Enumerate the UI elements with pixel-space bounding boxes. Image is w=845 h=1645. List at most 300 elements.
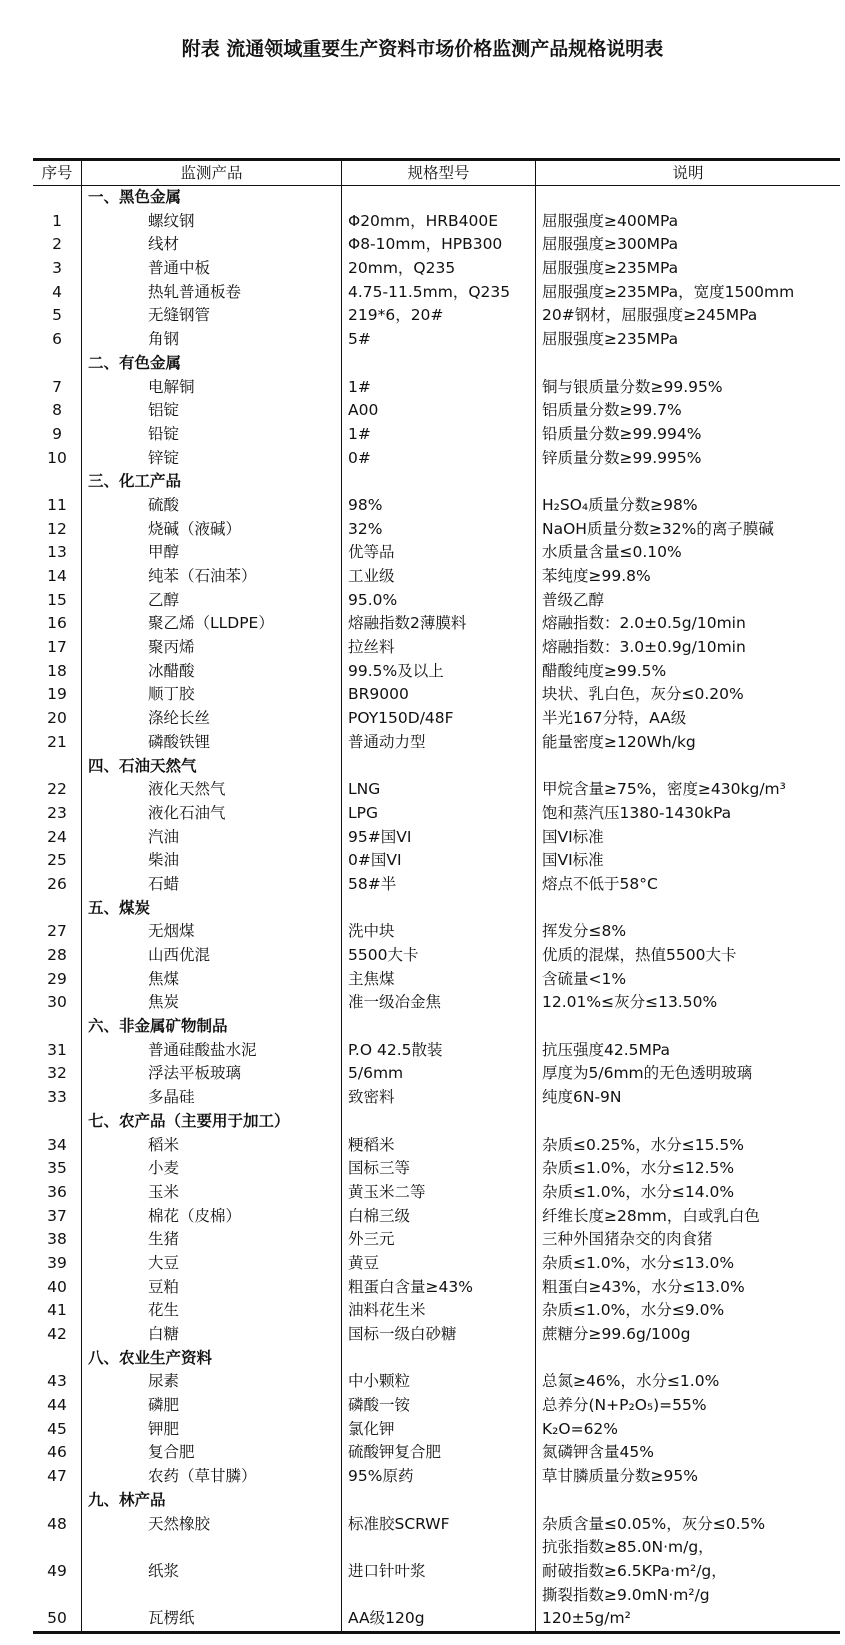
- index-cell: [33, 186, 82, 210]
- table-row: [33, 1441, 840, 1465]
- product-name: 线材: [82, 233, 342, 257]
- category-label: 二、有色金属: [82, 352, 342, 376]
- description-cell: 醋酸纯度≥99.5%: [542, 661, 667, 680]
- product-name: 电解铜: [82, 376, 342, 400]
- table-row: [33, 660, 840, 684]
- spec-table: [33, 158, 840, 1634]
- product-name: 无缝钢管: [82, 304, 342, 328]
- table-row: [33, 494, 840, 518]
- index-cell: 17: [33, 636, 82, 660]
- spec-cell: 国标一级白砂糖: [342, 1323, 536, 1347]
- description-cell: 粗蛋白≥43%，水分≤13.0%: [542, 1277, 745, 1296]
- spec-cell: 工业级: [342, 565, 536, 589]
- description-cell: [536, 755, 840, 779]
- category-row: [33, 186, 840, 210]
- description-cell: 铅质量分数≥99.994%: [542, 424, 702, 443]
- spec-cell: 白棉三级: [342, 1205, 536, 1229]
- product-name: 锌锭: [82, 447, 342, 471]
- spec-cell: [342, 186, 536, 210]
- index-cell: 3: [33, 257, 82, 281]
- description-cell: 铝质量分数≥99.7%: [542, 401, 682, 420]
- table-row: [33, 1513, 840, 1537]
- product-name: 磷酸铁锂: [82, 731, 342, 755]
- index-cell: 2: [33, 233, 82, 257]
- spec-cell: 标准胶SCRWF: [342, 1513, 536, 1537]
- category-row: [33, 1015, 840, 1039]
- spec-cell: LPG: [342, 802, 536, 826]
- spec-cell: [342, 1584, 536, 1608]
- index-cell: 19: [33, 683, 82, 707]
- spec-cell: 5/6mm: [342, 1062, 536, 1086]
- description-cell: 普级乙醇: [542, 590, 605, 609]
- description-cell: 抗张指数≥85.0N·m/g，: [542, 1538, 714, 1557]
- description-cell: 甲烷含量≥75%，密度≥430kg/m³: [542, 780, 786, 799]
- index-cell: [33, 470, 82, 494]
- table-row: [33, 518, 840, 542]
- category-label: 四、石油天然气: [82, 755, 342, 779]
- index-cell: 47: [33, 1465, 82, 1489]
- table-row: [33, 233, 840, 257]
- description-cell: NaOH质量分数≥32%的离子膜碱: [542, 519, 774, 538]
- index-cell: 10: [33, 447, 82, 471]
- index-cell: 1: [33, 210, 82, 234]
- index-cell: 38: [33, 1228, 82, 1252]
- description-cell: [536, 470, 840, 494]
- spec-cell: 优等品: [342, 541, 536, 565]
- table-row: [33, 1418, 840, 1442]
- description-cell: K₂O=62%: [542, 1419, 619, 1438]
- table-row: [33, 991, 840, 1015]
- table-row: [33, 1299, 840, 1323]
- table-row: [33, 920, 840, 944]
- table-row: [33, 826, 840, 850]
- table-row: [33, 304, 840, 328]
- header-description: 说明: [672, 164, 704, 182]
- spec-cell: 95.0%: [342, 589, 536, 613]
- index-cell: 33: [33, 1086, 82, 1110]
- header-spec: 规格型号: [342, 161, 536, 185]
- spec-cell: 1#: [342, 376, 536, 400]
- spec-cell: 主焦煤: [342, 968, 536, 992]
- spec-cell: 黄豆: [342, 1252, 536, 1276]
- spec-cell: 磷酸一铵: [342, 1394, 536, 1418]
- index-cell: 9: [33, 423, 82, 447]
- category-row: [33, 1110, 840, 1134]
- description-cell: 优质的混煤，热值5500大卡: [542, 946, 737, 964]
- product-name: 烧碱（液碱）: [82, 518, 342, 542]
- header-product: 监测产品: [82, 161, 342, 185]
- spec-cell: 20mm，Q235: [342, 257, 536, 281]
- description-cell: 120±5g/m²: [542, 1609, 631, 1628]
- product-name: 焦煤: [82, 968, 342, 992]
- table-row: [33, 1560, 840, 1584]
- index-cell: 44: [33, 1394, 82, 1418]
- table-row: [33, 612, 840, 636]
- index-cell: 31: [33, 1039, 82, 1063]
- spec-cell: 洗中块: [342, 920, 536, 944]
- product-name: 聚乙烯（LLDPE）: [82, 612, 342, 636]
- index-cell: [33, 1584, 82, 1608]
- spec-cell: 95#国VI: [342, 826, 536, 850]
- table-row: [33, 376, 840, 400]
- spec-cell: [342, 1015, 536, 1039]
- description-cell: 能量密度≥120Wh/kg: [542, 732, 696, 751]
- index-cell: 8: [33, 399, 82, 423]
- description-cell: 块状、乳白色，灰分≤0.20%: [542, 685, 744, 704]
- table-row: [33, 257, 840, 281]
- index-cell: [33, 1015, 82, 1039]
- spec-cell: 粗蛋白含量≥43%: [342, 1276, 536, 1300]
- table-row: [33, 565, 840, 589]
- product-name: 小麦: [82, 1157, 342, 1181]
- table-row: [33, 802, 840, 826]
- description-cell: 20#钢材，屈服强度≥245MPa: [542, 306, 758, 325]
- table-row: [33, 1062, 840, 1086]
- product-name: 天然橡胶: [82, 1513, 342, 1537]
- table-row: [33, 683, 840, 707]
- table-row: [33, 399, 840, 423]
- index-cell: 26: [33, 873, 82, 897]
- category-row: [33, 1347, 840, 1371]
- header-index: 序号: [33, 161, 82, 185]
- index-cell: 13: [33, 541, 82, 565]
- category-row: [33, 755, 840, 779]
- description-cell: 苯纯度≥99.8%: [542, 567, 651, 585]
- index-cell: 23: [33, 802, 82, 826]
- index-cell: 25: [33, 849, 82, 873]
- description-cell: 杂质≤1.0%，水分≤13.0%: [542, 1253, 735, 1272]
- table-row: [33, 1205, 840, 1229]
- spec-cell: 99.5%及以上: [342, 660, 536, 684]
- product-name: 焦炭: [82, 991, 342, 1015]
- product-name: 无烟煤: [82, 920, 342, 944]
- table-row: [33, 1181, 840, 1205]
- table-row: [33, 968, 840, 992]
- index-cell: 45: [33, 1418, 82, 1442]
- product-name: [82, 1584, 342, 1608]
- spec-cell: [342, 897, 536, 921]
- index-cell: 14: [33, 565, 82, 589]
- index-cell: [33, 755, 82, 779]
- description-cell: H₂SO₄质量分数≥98%: [542, 495, 698, 514]
- table-row: [33, 1584, 840, 1608]
- description-cell: 蔗糖分≥99.6g/100g: [542, 1325, 691, 1343]
- description-cell: 抗压强度42.5MPa: [542, 1040, 671, 1059]
- index-cell: 43: [33, 1370, 82, 1394]
- category-label: 三、化工产品: [82, 470, 342, 494]
- table-row: [33, 1465, 840, 1489]
- product-name: 石蜡: [82, 873, 342, 897]
- category-label: 五、煤炭: [82, 897, 342, 921]
- description-cell: [536, 1347, 840, 1371]
- table-row: [33, 1607, 840, 1631]
- spec-cell: 硫酸钾复合肥: [342, 1441, 536, 1465]
- index-cell: 42: [33, 1323, 82, 1347]
- description-cell: [536, 352, 840, 376]
- product-name: 冰醋酸: [82, 660, 342, 684]
- spec-cell: 黄玉米二等: [342, 1181, 536, 1205]
- product-name: 磷肥: [82, 1394, 342, 1418]
- product-name: 纯苯（石油苯）: [82, 565, 342, 589]
- index-cell: 7: [33, 376, 82, 400]
- table-row: [33, 1536, 840, 1560]
- spec-cell: [342, 755, 536, 779]
- table-row: [33, 281, 840, 305]
- index-cell: [33, 1536, 82, 1560]
- table-row: [33, 849, 840, 873]
- table-row: [33, 210, 840, 234]
- spec-cell: AA级120g: [342, 1607, 536, 1631]
- product-name: 甲醇: [82, 541, 342, 565]
- product-name: 普通中板: [82, 257, 342, 281]
- product-name: 铝锭: [82, 399, 342, 423]
- description-cell: 锌质量分数≥99.995%: [542, 448, 702, 467]
- description-cell: 熔点不低于58°C: [542, 874, 658, 893]
- spec-cell: 普通动力型: [342, 731, 536, 755]
- index-cell: 22: [33, 778, 82, 802]
- product-name: 棉花（皮棉）: [82, 1205, 342, 1229]
- description-cell: 撕裂指数≥9.0mN·m²/g: [542, 1585, 710, 1604]
- index-cell: 5: [33, 304, 82, 328]
- table-row: [33, 944, 840, 968]
- product-name: 玉米: [82, 1181, 342, 1205]
- spec-cell: 进口针叶浆: [342, 1560, 536, 1584]
- index-cell: 16: [33, 612, 82, 636]
- table-row: [33, 1394, 840, 1418]
- description-cell: 总养分(N+P₂O₅)=55%: [542, 1396, 707, 1415]
- description-cell: 国VI标准: [542, 827, 604, 846]
- spec-cell: [342, 1536, 536, 1560]
- spec-cell: 95%原药: [342, 1465, 536, 1489]
- index-cell: 15: [33, 589, 82, 613]
- category-label: 九、林产品: [82, 1489, 342, 1513]
- index-cell: 32: [33, 1062, 82, 1086]
- spec-cell: P.O 42.5散装: [342, 1039, 536, 1063]
- spec-cell: [342, 1110, 536, 1134]
- index-cell: 37: [33, 1205, 82, 1229]
- spec-cell: 粳稻米: [342, 1134, 536, 1158]
- index-cell: [33, 352, 82, 376]
- spec-cell: [342, 470, 536, 494]
- table-row: [33, 1134, 840, 1158]
- category-row: [33, 897, 840, 921]
- index-cell: 29: [33, 968, 82, 992]
- category-row: [33, 1489, 840, 1513]
- product-name: 钾肥: [82, 1418, 342, 1442]
- spec-cell: 熔融指数2薄膜料: [342, 612, 536, 636]
- spec-cell: [342, 352, 536, 376]
- description-cell: 国VI标准: [542, 851, 604, 870]
- table-row: [33, 447, 840, 471]
- product-name: 多晶硅: [82, 1086, 342, 1110]
- description-cell: [536, 1489, 840, 1513]
- table-row: [33, 1039, 840, 1063]
- spec-cell: 58#半: [342, 873, 536, 897]
- table-row: [33, 636, 840, 660]
- description-cell: 屈服强度≥235MPa: [542, 259, 679, 278]
- index-cell: 48: [33, 1513, 82, 1537]
- spec-cell: Φ20mm，HRB400E: [342, 210, 536, 234]
- category-row: [33, 352, 840, 376]
- description-cell: 铜与银质量分数≥99.95%: [542, 377, 723, 396]
- index-cell: 46: [33, 1441, 82, 1465]
- product-name: 涤纶长丝: [82, 707, 342, 731]
- description-cell: 挥发分≤8%: [542, 922, 627, 941]
- product-name: 聚丙烯: [82, 636, 342, 660]
- spec-cell: 准一级冶金焦: [342, 991, 536, 1015]
- table-row: [33, 1252, 840, 1276]
- product-name: 硫酸: [82, 494, 342, 518]
- description-cell: [536, 1110, 840, 1134]
- description-cell: 水质量含量≤0.10%: [542, 543, 682, 562]
- description-cell: 杂质≤0.25%，水分≤15.5%: [542, 1135, 744, 1154]
- index-cell: 40: [33, 1276, 82, 1300]
- product-name: 液化天然气: [82, 778, 342, 802]
- product-name: 热轧普通板卷: [82, 281, 342, 305]
- description-cell: 纯度6N-9N: [542, 1088, 622, 1107]
- table-row: [33, 707, 840, 731]
- product-name: 铅锭: [82, 423, 342, 447]
- spec-cell: 98%: [342, 494, 536, 518]
- index-cell: [33, 1110, 82, 1134]
- category-label: 八、农业生产资料: [82, 1347, 342, 1371]
- spec-cell: 0#: [342, 447, 536, 471]
- description-cell: 杂质≤1.0%，水分≤9.0%: [542, 1301, 725, 1320]
- product-name: 尿素: [82, 1370, 342, 1394]
- description-cell: 含硫量<1%: [542, 969, 627, 988]
- spec-cell: 0#国VI: [342, 849, 536, 873]
- spec-cell: 219*6，20#: [342, 304, 536, 328]
- product-name: 农药（草甘膦）: [82, 1465, 342, 1489]
- category-label: 六、非金属矿物制品: [82, 1015, 342, 1039]
- product-name: 顺丁胶: [82, 683, 342, 707]
- spec-cell: 32%: [342, 518, 536, 542]
- index-cell: 18: [33, 660, 82, 684]
- description-cell: 半光167分特，AA级: [542, 709, 687, 728]
- description-cell: 杂质≤1.0%，水分≤14.0%: [542, 1182, 735, 1201]
- product-name: 大豆: [82, 1252, 342, 1276]
- table-row: [33, 423, 840, 447]
- index-cell: 41: [33, 1299, 82, 1323]
- table-row: [33, 731, 840, 755]
- index-cell: 20: [33, 707, 82, 731]
- table-row: [33, 778, 840, 802]
- product-name: 柴油: [82, 849, 342, 873]
- index-cell: [33, 1489, 82, 1513]
- index-cell: 50: [33, 1607, 82, 1631]
- index-cell: 49: [33, 1560, 82, 1584]
- product-name: 瓦楞纸: [82, 1607, 342, 1631]
- description-cell: 屈服强度≥400MPa: [542, 211, 679, 230]
- table-row: [33, 328, 840, 352]
- description-cell: [536, 1015, 840, 1039]
- description-cell: 杂质含量≤0.05%，灰分≤0.5%: [542, 1514, 766, 1533]
- index-cell: 39: [33, 1252, 82, 1276]
- description-cell: 纤维长度≥28mm，白或乳白色: [542, 1206, 760, 1225]
- spec-cell: 1#: [342, 423, 536, 447]
- spec-cell: Φ8-10mm，HPB300: [342, 233, 536, 257]
- description-cell: [536, 897, 840, 921]
- spec-cell: A00: [342, 399, 536, 423]
- product-name: 螺纹钢: [82, 210, 342, 234]
- spec-cell: 氯化钾: [342, 1418, 536, 1442]
- category-label: 七、农产品（主要用于加工）: [82, 1110, 342, 1134]
- product-name: [82, 1536, 342, 1560]
- spec-cell: 4.75-11.5mm，Q235: [342, 281, 536, 305]
- product-name: 稻米: [82, 1134, 342, 1158]
- product-name: 山西优混: [82, 944, 342, 968]
- index-cell: 34: [33, 1134, 82, 1158]
- description-cell: 杂质≤1.0%，水分≤12.5%: [542, 1159, 735, 1178]
- table-row: [33, 1370, 840, 1394]
- product-name: 角钢: [82, 328, 342, 352]
- spec-cell: [342, 1347, 536, 1371]
- index-cell: 4: [33, 281, 82, 305]
- description-cell: 屈服强度≥235MPa: [542, 330, 679, 349]
- table-header: [33, 161, 840, 186]
- product-name: 浮法平板玻璃: [82, 1062, 342, 1086]
- spec-cell: 致密料: [342, 1086, 536, 1110]
- table-row: [33, 589, 840, 613]
- table-row: [33, 873, 840, 897]
- product-name: 乙醇: [82, 589, 342, 613]
- description-cell: 熔融指数：3.0±0.9g/10min: [542, 638, 746, 657]
- index-cell: 21: [33, 731, 82, 755]
- table-row: [33, 541, 840, 565]
- spec-cell: [342, 1489, 536, 1513]
- product-name: 普通硅酸盐水泥: [82, 1039, 342, 1063]
- description-cell: 屈服强度≥300MPa: [542, 235, 679, 254]
- spec-cell: POY150D/48F: [342, 707, 536, 731]
- table-row: [33, 1323, 840, 1347]
- product-name: 汽油: [82, 826, 342, 850]
- index-cell: 12: [33, 518, 82, 542]
- description-cell: 草甘膦质量分数≥95%: [542, 1467, 698, 1486]
- spec-cell: 外三元: [342, 1228, 536, 1252]
- spec-cell: 国标三等: [342, 1157, 536, 1181]
- description-cell: 三种外国猪杂交的肉食猪: [542, 1230, 713, 1249]
- spec-cell: 5#: [342, 328, 536, 352]
- product-name: 复合肥: [82, 1441, 342, 1465]
- product-name: 纸浆: [82, 1560, 342, 1584]
- index-cell: 36: [33, 1181, 82, 1205]
- product-name: 白糖: [82, 1323, 342, 1347]
- description-cell: 氮磷钾含量45%: [542, 1443, 654, 1462]
- table-row: [33, 1157, 840, 1181]
- description-cell: 屈服强度≥235MPa，宽度1500mm: [542, 282, 795, 301]
- description-cell: 熔融指数：2.0±0.5g/10min: [542, 614, 746, 633]
- table-row: [33, 1228, 840, 1252]
- spec-cell: 油料花生米: [342, 1299, 536, 1323]
- spec-cell: 拉丝料: [342, 636, 536, 660]
- product-name: 液化石油气: [82, 802, 342, 826]
- product-name: 豆粕: [82, 1276, 342, 1300]
- document-title: 附表 流通领域重要生产资料市场价格监测产品规格说明表: [181, 38, 664, 60]
- index-cell: 28: [33, 944, 82, 968]
- description-cell: 总氮≥46%，水分≤1.0%: [542, 1372, 720, 1391]
- index-cell: 24: [33, 826, 82, 850]
- index-cell: 27: [33, 920, 82, 944]
- description-cell: 厚度为5/6mm的无色透明玻璃: [542, 1064, 753, 1083]
- spec-cell: BR9000: [342, 683, 536, 707]
- category-label: 一、黑色金属: [82, 186, 342, 210]
- product-name: 生猪: [82, 1228, 342, 1252]
- index-cell: [33, 1347, 82, 1371]
- description-cell: 饱和蒸汽压1380-1430kPa: [542, 803, 732, 822]
- index-cell: 11: [33, 494, 82, 518]
- table-row: [33, 1276, 840, 1300]
- index-cell: 35: [33, 1157, 82, 1181]
